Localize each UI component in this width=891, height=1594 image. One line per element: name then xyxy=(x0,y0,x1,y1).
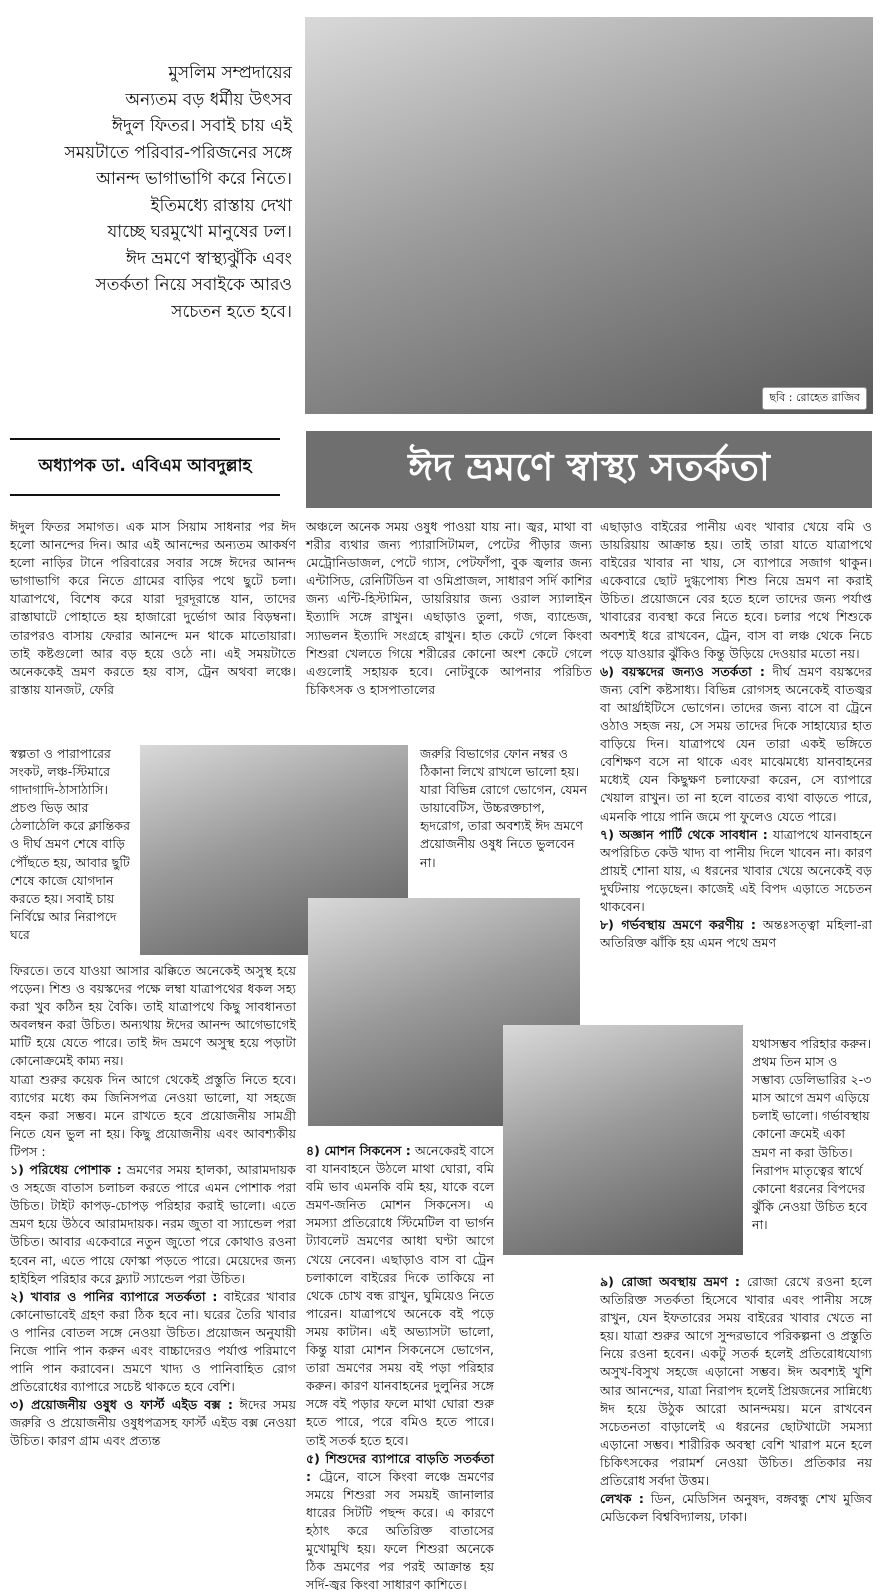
paragraph: স্বল্পতা ও পারাপারের সংকট, লঞ্চ-স্টিমারে গাদাগাদি-ঠাসাঠাসি। প্রচণ্ড ভিড় আর ঠেলাঠেলি করে ক্লান্তিকর ও দীর্ঘ ভ্রমণ শেষে বাড়ি পৌঁছতে হয়, আবার ছুটি শেষে কাজে যোগদান করতে হয়। সবাই চায় নির্বিঘ্নে আর নিরাপদে ঘরে xyxy=(10,746,130,942)
paragraph xyxy=(10,1161,296,1288)
train-passengers-photo xyxy=(503,1025,743,1255)
paragraph-text: অন্তঃসত্ত্বা মহিলা-রা অতিরিক্ত ঝাঁকি হয় এমন পথে ভ্রমণ xyxy=(600,917,872,951)
subheading: ৪) মোশন সিকনেস : xyxy=(306,1143,411,1158)
intro-line: আনন্দ ভাগাভাগি করে নিতে। xyxy=(96,169,292,189)
paragraph-text: ট্রেনে, বাসে কিংবা লঞ্চে ভ্রমণের সময়ে শিশুরা সব সময়ই জানালার ধারের সিটটি পছন্দ করে। এ কারণে হঠাৎ করে অতিরিক্ত বাতাসের মুখোমুখি হয়। ফলে শিশুরা অনেকে ঠিক ভ্রমণের পর পরই আক্রান্ত হয় সর্দি-জ্বর কিংবা সাধারণ কাশিতে। xyxy=(306,1468,494,1593)
intro-line: অন্যতম বড় ধর্মীয় উৎসব xyxy=(125,89,292,110)
intro-line: সতর্কতা নিয়ে সবাইকে আরও xyxy=(95,275,292,295)
subheading: ৩) প্রয়োজনীয় ওষুধ ও ফার্স্ট এইড বক্স : xyxy=(10,1397,233,1413)
paragraph-text: ভ্রমণের সময় হালকা, আরামদায়ক ও সহজে বাতাস চলাচল করতে পারে এমন পোশাক পরা উচিত। টাইট কাপড়-চোপড় পরিহার করাই ভালো। এতে ভ্রমণ হয়ে উঠবে আরামদায়ক। নরম জুতা বা স্যান্ডেল পরা উচিত। আবার একেবারে নতুন জুতো পরে কোথাও রওনা হবেন না, এতে পায়ে ফোস্কা পড়তে পারে। মেয়েদের জন্য হাইহিল পরিহার করে ফ্ল্যাট স্যান্ডেল পরা উচিত। xyxy=(10,1162,296,1286)
column-2-top xyxy=(306,518,592,699)
intro-line: মুসলিম সম্প্রদায়ের xyxy=(168,63,292,83)
main-photo xyxy=(305,17,873,414)
byline: অধ্যাপক ডা. এবিএম আবদুল্লাহ xyxy=(10,438,280,496)
paragraph xyxy=(600,1273,872,1490)
paragraph-text: বাইরের খাবার কোনোভাবেই গ্রহণ করা ঠিক হবে না। ঘরের তৈরি খাবার ও পানির বোতল সঙ্গে নেওয়া উচিত। প্রয়োজন অনুযায়ী নিজে পানি পান করুন এবং বাচ্চাদেরও পর্যাপ্ত পরিমাণে পানি পান করাবেন। ভ্রমণে খাদ্য ও পানিবাহিত রোগ প্রতিরোধের ব্যাপারে সচেষ্ট থাকতে হবে বেশি। xyxy=(10,1288,296,1395)
paragraph: অঞ্চলে অনেক সময় ওষুধ পাওয়া যায় না। জ্বর, মাথা বা শরীর ব্যথার জন্য প্যারাসিটামল, পেটের পীড়ার জন্য মেট্রোনিডাজল, পেটে গ্যাস, পেটফাঁপা, বুক জ্বলার জন্য এন্টাসিড, রেনিটিডিন বা ওমিপ্রাজল, সাধারণ সর্দি কাশির জন্য এন্টি-হিস্টামিন, ডায়রিয়ার জন্য ওরাল স্যালাইন ইত্যাদি সঙ্গে রাখুন। এছাড়াও তুলা, গজ, ব্যান্ডেজ, স্যাভলন ইত্যাদি সংগ্রহে রাখুন। হাত কেটে গেলে কিংবা শিশুরা খেলতে গিয়ে শরীরের কোনো অংশ কেটে গেলে এগুলোই সহায়ক হবে। নোটবুকে আপনার পরিচিত চিকিৎসক ও হাসপাতালের xyxy=(306,519,592,697)
paragraph: এছাড়াও বাইরের পানীয় এবং খাবার খেয়ে বমি ও ডায়রিয়ায় আক্রান্ত হয়। তাই তারা যাতে যাত্রাপথে বাইরের খাবার না খায়, সে ব্যাপারে সজাগ থাকুন। একেবারে ছোট দুগ্ধপোষ্য শিশু নিয়ে ভ্রমণ না করাই উচিত। প্রয়োজনে বের হতে হলে তাদের জন্য পর্যাপ্ত খাবারের ব্যবস্থা করে নিতে হবে। চলার পথে শিশুকে অবশ্যই ধরে রাখবেন, ট্রেন, বাস বা লঞ্চ থেকে নিচে পড়ে যাওয়ার ঝুঁকিও কিন্তু উড়িয়ে দেওয়ার মতো নয়। xyxy=(600,519,872,661)
column-2-bottom xyxy=(306,1142,494,1594)
paragraph xyxy=(10,1396,296,1450)
paragraph xyxy=(600,826,872,916)
column-2-narrow xyxy=(420,745,592,872)
subheading: ১) পরিধেয় পোশাক : xyxy=(10,1162,122,1178)
intro-line: সচেতন হতে হবে। xyxy=(171,301,292,322)
author-label: লেখক : xyxy=(600,1491,644,1507)
subheading: ৬) বয়স্কদের জন্যও সতর্কতা : xyxy=(600,663,765,679)
subheading: ৭) অজ্ঞান পার্টি থেকে সাবধান : xyxy=(600,826,768,842)
column-1-bottom xyxy=(10,962,296,1451)
intro-text xyxy=(40,60,292,325)
column-3-top xyxy=(600,518,872,952)
intro-line: ঈদুল ফিতর। সবাই চায় এই xyxy=(111,116,292,136)
intro-line: ঈদ ভ্রমণে স্বাস্থ্যঝুঁকি এবং xyxy=(125,248,292,269)
paragraph: যথাসম্ভব পরিহার করুন। প্রথম তিন মাস ও সম্ভাব্য ডেলিভারির ২-৩ মাস আগে ভ্রমণ এড়িয়ে চলাই ভালো। গর্ভাবস্থায় কোনো ক্রমেই একা ভ্রমণ না করা উচিত। নিরাপদ মাতৃত্বের স্বার্থে কোনো ধরনের বিপদের ঝুঁকি নেওয়া উচিত হবে না। xyxy=(752,1036,872,1232)
paragraph-text: অনেকেরই বাসে বা যানবাহনে উঠলে মাথা ঘোরা, বমি বমি ভাব এমনকি বমি হয়, যাকে বলে ভ্রমণ-জনিত মোশন সিকনেস। এ সমস্যা প্রতিরোধে স্টিমেটিল বা ভার্গন ট্যাবলেট ভ্রমণের আধা ঘণ্টা আগে খেয়ে নেবেন। এছাড়াও বাস বা ট্রেন চলাকালে বাইরের দিকে তাকিয়ে না থেকে চোখ বন্ধ রাখুন, ঘুমিয়েও নিতে পারেন। যাত্রাপথে অনেকে বই পড়ে সময় কাটান। এই অভ্যাসটা ভালো, কিন্তু যারা মোশন সিকনেসে ভোগেন, তারা ভ্রমণের সময় বই পড়া পরিহার করুন। কারণ যানবাহনের দুলুনির সঙ্গে সঙ্গে বই পড়ার ফলে মাথা ঘোরা শুরু হতে পারে, পরে বমিও হতে পারে। তাই সতর্ক হতে হবে। xyxy=(306,1143,494,1448)
column-1-narrow xyxy=(10,745,134,944)
subheading: ৫) শিশুদের ব্যাপারে বাড়তি সতর্কতা : xyxy=(306,1450,494,1484)
intro-line: যাচ্ছে ঘরমুখো মানুষের ঢল। xyxy=(107,222,292,242)
headline: ঈদ ভ্রমণে স্বাস্থ্য সতর্কতা xyxy=(306,431,872,508)
photo-credit: ছবি : রোহেত রাজিব xyxy=(762,387,867,410)
subheading: ৮) গর্ভবস্থায় ভ্রমণে করণীয় : xyxy=(600,917,756,933)
author-text: ডিন, মেডিসিন অনুষদ, বঙ্গবন্ধু শেখ মুজিব মেডিকেল বিশ্ববিদ্যালয়, ঢাকা। xyxy=(600,1491,872,1525)
paragraph: জরুরি বিভাগের ফোন নম্বর ও ঠিকানা লিখে রাখলে ভালো হয়। যারা বিভিন্ন রোগে ভোগেন, যেমন ডায়াবেটিস, উচ্চরক্তচাপ, হৃদরোগ, তারা অবশ্যই ঈদ ভ্রমণে প্রয়োজনীয় ওষুধ নিতে ভুলবেন না। xyxy=(420,746,588,870)
column-3-bottom xyxy=(600,1273,872,1526)
paragraph: যাত্রা শুরুর কয়েক দিন আগে থেকেই প্রস্তুতি নিতে হবে। ব্যাগের মধ্যে কম জিনিসপত্র নেওয়া ভালো, যা সহজে বহন করা সম্ভব। মনে রাখতে হবে প্রয়োজনীয় সামগ্রী নিতে যেন ভুল না হয়। কিছু প্রয়োজনীয় এবং আবশ্যকীয় টিপস : xyxy=(10,1071,296,1159)
column-3-narrow xyxy=(752,1035,872,1234)
paragraph xyxy=(306,1142,494,1450)
subheading: ৯) রোজা অবস্থায় ভ্রমণ : xyxy=(600,1274,740,1289)
paragraph: ফিরতে। তবে যাওয়া আসার ঝক্কিতে অনেকেই অসুস্থ হয়ে পড়েন। শিশু ও বয়স্কদের পক্ষে লম্বা যাত্রাপথের ধকল সহ্য করা খুব কঠিন হয় বৈকি। তাই যাত্রাপথে কিছু সাবধানতা অবলম্বন করা উচিত। অন্যথায় ঈদের আনন্দ আগেভাগেই মাটি হয়ে যেতে পারে। তাই ঈদ ভ্রমণে অসুস্থ হয়ে পড়াটা কোনোক্রমেই কাম্য নয়। xyxy=(10,963,296,1069)
paragraph xyxy=(600,916,872,952)
paragraph-text: দীর্ঘ ভ্রমণ বয়স্কদের জন্য বেশি কষ্টসাধ্য। বিভিন্ন রোগসহ অনেকেই বাতজ্বর বা আর্থ্রাইটিসে ভোগেন। তাদের জন্য বাসে বা ট্রেনে ওঠাও সহজ নয়, সে সময় তাদের দিকে সাহায্যের হাত বাড়িয়ে দিন। যাত্রাপথে যেন তারা একই ভঙ্গিতে বেশিক্ষণ বসে না থাকে এবং মাঝেমধ্যে যানবাহনের মধ্যেই যেন কিছুক্ষণ চলাফেরা করেন, সে ব্যাপারে খেয়াল রাখুন। তা না হলে বাতের ব্যথা বাড়তে পারে, এমনকি পায়ে পানি জমে পা ফুলেও যেতে পারে। xyxy=(600,663,872,824)
paragraph: ঈদুল ফিতর সমাগত। এক মাস সিয়াম সাধনার পর ঈদ হলো আনন্দের দিন। আর এই আনন্দের অন্যতম আকর্ষণ হলো নাড়ির টানে পরিবারের সবার সঙ্গে ঈদের আনন্দ ভাগাভাগি করে নিতে গ্রামের বাড়ির পথে ছুটে চলা। যাত্রাপথে, বিশেষ করে যারা দূরদূরান্তে যান, তাদের রাস্তাঘাটে পোহাতে হয় হাজারো দুর্ভোগ আর বিড়ম্বনা। তারপরও বাসায় ফেরার আনন্দে মন থাকে মাতোয়ারা। তাই কষ্টগুলো আর বড় হয়ে ওঠে না। এই সময়টাতে অনেককেই ভ্রমণ করতে হয় বাস, ট্রেন অথবা লঞ্চে। রাস্তায় যানজট, ফেরি xyxy=(10,519,296,697)
paragraph xyxy=(306,1450,494,1594)
paragraph-text: যাত্রাপথে যানবাহনে অপরিচিত কেউ খাদ্য বা পানীয় দিলে খাবেন না। কারণ প্রায়ই শোনা যায়, এ ধরনের খাবার খেয়ে অনেকেই বড় দুর্ঘটনায় পড়েছেন। কাজেই এই বিপদ এড়াতে সচেতন থাকবেন। xyxy=(600,826,872,914)
paragraph-text: ঈদের সময় জরুরি ও প্রয়োজনীয় ওষুধপত্রসহ ফার্স্ট এইড বক্স নেওয়া উচিত। কারণ গ্রাম এবং প্রত্যন্ত xyxy=(10,1397,297,1449)
intro-line: সময়টাতে পরিবার-পরিজনের সঙ্গে xyxy=(64,142,292,163)
paragraph-text: রোজা রেখে রওনা হলে অতিরিক্ত সতর্কতা হিসেবে খাবার এবং পানীয় সঙ্গে রাখুন, যেন ইফতারের সময় বাইরের খাবার খেতে না হয়। যাত্রা শুরুর আগে সুন্দরভাবে পরিকল্পনা ও প্রস্তুতি নিয়ে রওনা হবেন। একটু সতর্ক হলেই প্রতিরোধযোগ্য অসুখ-বিসুখ সহজে এড়ানো সম্ভব। ঈদ অবশ্যই খুশি আর আনন্দের, যাত্রা নিরাপদ হলেই প্রিয়জনের সান্নিধ্যে ঈদ হয়ে উঠুক আরো আনন্দময়। মনে রাখবেন সচেতনতা বাড়ালেই এ ধরনের ছোটখাটো সমস্যা এড়ানো সম্ভব। শারীরিক অবস্থা বেশি খারাপ মনে হলে চিকিৎসকের পরামর্শ নেওয়া উচিত। প্রতিকার নয় প্রতিরোধ সর্বদা উত্তম। xyxy=(600,1274,872,1489)
paragraph xyxy=(600,663,872,826)
column-1-top xyxy=(10,518,296,699)
intro-line: ইতিমধ্যে রাস্তায় দেখা xyxy=(150,195,292,216)
paragraph xyxy=(10,1288,296,1397)
author-note xyxy=(600,1490,872,1526)
subheading: ২) খাবার ও পানির ব্যাপারে সতর্কতা : xyxy=(10,1288,218,1304)
